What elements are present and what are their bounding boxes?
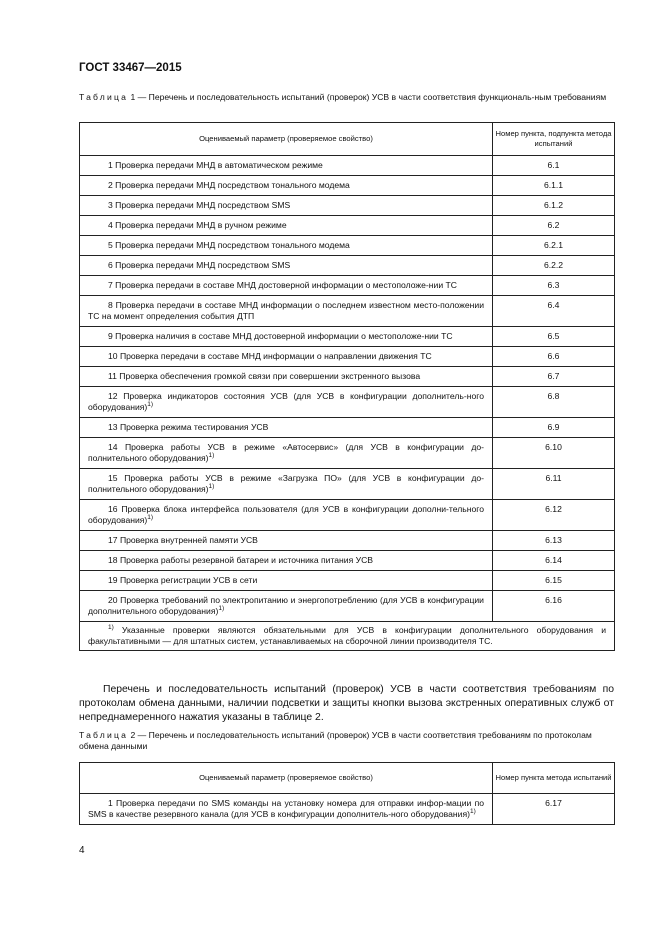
param-text-wrap xyxy=(88,300,484,322)
param-cell xyxy=(80,236,493,256)
table1-header-row xyxy=(80,123,615,156)
param-text: 9 Проверка наличия в составе МНД достоверной информации о местоположе-нии ТС xyxy=(108,331,453,341)
param-text-wrap xyxy=(88,595,484,617)
table-row xyxy=(80,571,615,591)
param-text-wrap xyxy=(88,160,484,171)
param-text: 10 Проверка передачи в составе МНД информации о направлении движения ТС xyxy=(108,351,432,361)
param-text-wrap xyxy=(88,798,484,820)
param-text-wrap xyxy=(88,371,484,382)
param-cell xyxy=(80,387,493,418)
table-row xyxy=(80,794,615,825)
table2-header-row xyxy=(80,763,615,794)
table-row xyxy=(80,256,615,276)
param-cell xyxy=(80,794,493,825)
clause-number-cell: 6.7 xyxy=(493,367,615,387)
param-text-wrap xyxy=(88,331,484,342)
param-text-wrap xyxy=(88,240,484,251)
param-text: 8 Проверка передачи в составе МНД информации о последнем известном место-положении ТС на момент определения события ДТП xyxy=(88,300,484,321)
param-text-wrap xyxy=(88,391,484,413)
footnote-ref: 1) xyxy=(469,808,476,816)
param-text: 4 Проверка передачи МНД в ручном режиме xyxy=(108,220,287,230)
param-cell xyxy=(80,327,493,347)
standard-header: ГОСТ 33467—2015 xyxy=(79,62,182,74)
clause-number-cell: 6.16 xyxy=(493,591,615,622)
param-text: 7 Проверка передачи в составе МНД достоверной информации о местоположе-нии ТС xyxy=(108,280,457,290)
page-number: 4 xyxy=(79,845,85,856)
table-row xyxy=(80,347,615,367)
clause-number-cell: 6.2 xyxy=(493,216,615,236)
footnote-ref: 1) xyxy=(218,605,225,613)
clause-number-cell: 6.8 xyxy=(493,387,615,418)
param-text: 16 Проверка блока интерфейса пользователя (для УСВ в конфигурации дополни-тельного оборудования) xyxy=(88,504,484,525)
table2 xyxy=(79,762,615,825)
clause-number-cell: 6.11 xyxy=(493,469,615,500)
param-text: 15 Проверка работы УСВ в режиме «Загрузка ПО» (для УСВ в конфигурации до-полнительного оборудования) xyxy=(88,473,484,494)
param-cell xyxy=(80,531,493,551)
table-row xyxy=(80,591,615,622)
clause-number-cell: 6.1.1 xyxy=(493,176,615,196)
param-cell xyxy=(80,500,493,531)
param-text: 12 Проверка индикаторов состояния УСВ (для УСВ в конфигурации дополнитель-ного оборудования) xyxy=(88,391,484,412)
param-text: 5 Проверка передачи МНД посредством тонального модема xyxy=(108,240,350,250)
footnote-ref: 1) xyxy=(147,401,154,409)
table2-caption xyxy=(79,730,614,752)
table2-caption-text: 2 — Перечень и последовательность испытаний (проверок) УСВ в части соответствия требованиям по протоколам обмена данными xyxy=(79,730,592,751)
clause-number-cell: 6.12 xyxy=(493,500,615,531)
clause-number-cell: 6.4 xyxy=(493,296,615,327)
clause-number-cell: 6.15 xyxy=(493,571,615,591)
clause-number-cell: 6.17 xyxy=(493,794,615,825)
param-cell xyxy=(80,156,493,176)
footnote-ref: 1) xyxy=(208,452,215,460)
table2-col2-header: Номер пункта метода испытаний xyxy=(493,763,615,794)
clause-number-cell: 6.2.2 xyxy=(493,256,615,276)
clause-number-cell: 6.9 xyxy=(493,418,615,438)
param-cell xyxy=(80,196,493,216)
param-text-wrap xyxy=(88,555,484,566)
param-text: 6 Проверка передачи МНД посредством SMS xyxy=(108,260,291,270)
param-text: 13 Проверка режима тестирования УСВ xyxy=(108,422,269,432)
clause-number-cell: 6.5 xyxy=(493,327,615,347)
param-text-wrap xyxy=(88,260,484,271)
table-row xyxy=(80,367,615,387)
table-row xyxy=(80,500,615,531)
param-text-wrap xyxy=(88,442,484,464)
param-cell xyxy=(80,347,493,367)
param-text-wrap xyxy=(88,473,484,495)
table-row xyxy=(80,418,615,438)
param-text-wrap xyxy=(88,575,484,586)
footnote-text: Указанные проверки являются обязательными для УСВ в конфигурации дополнительного оборудования и факультативными — для штатных систем, устанавливаемых на сборочной линии производителя ТС. xyxy=(88,625,606,646)
clause-number-cell: 6.14 xyxy=(493,551,615,571)
table-row xyxy=(80,469,615,500)
param-cell xyxy=(80,469,493,500)
clause-number-cell: 6.2.1 xyxy=(493,236,615,256)
table-row xyxy=(80,156,615,176)
param-text-wrap xyxy=(88,535,484,546)
param-cell xyxy=(80,571,493,591)
table-row xyxy=(80,531,615,551)
clause-number-cell: 6.1.2 xyxy=(493,196,615,216)
table2-caption-label: Таблица xyxy=(79,730,129,740)
table-row xyxy=(80,196,615,216)
param-cell xyxy=(80,551,493,571)
table1-col1-header: Оцениваемый параметр (проверяемое свойство) xyxy=(80,123,493,156)
table-row xyxy=(80,216,615,236)
table-row xyxy=(80,236,615,256)
param-text: 14 Проверка работы УСВ в режиме «Автосервис» (для УСВ в конфигурации до-полнительного оборудования) xyxy=(88,442,484,463)
param-text: 1 Проверка передачи МНД в автоматическом режиме xyxy=(108,160,323,170)
footnote-cell xyxy=(80,622,615,651)
table-row xyxy=(80,296,615,327)
param-cell xyxy=(80,176,493,196)
param-cell xyxy=(80,367,493,387)
param-text-wrap xyxy=(88,280,484,291)
param-text: 3 Проверка передачи МНД посредством SMS xyxy=(108,200,291,210)
table1-caption xyxy=(79,92,614,103)
param-text: 11 Проверка обеспечения громкой связи при совершении экстренного вызова xyxy=(108,371,421,381)
param-text: 19 Проверка регистрации УСВ в сети xyxy=(108,575,258,585)
footnote-mark: 1) xyxy=(108,624,114,632)
param-text: 1 Проверка передачи по SMS команды на установку номера для отправки инфор-мации по SMS в качестве резервного канала (для УСВ в конфигурации дополнитель-ного оборудования) xyxy=(88,798,484,819)
param-cell xyxy=(80,418,493,438)
table1-col2-header: Номер пункта, подпункта метода испытаний xyxy=(493,123,615,156)
footnote-row xyxy=(80,622,615,651)
param-cell xyxy=(80,216,493,236)
clause-number-cell: 6.10 xyxy=(493,438,615,469)
table-row xyxy=(80,551,615,571)
param-text: 2 Проверка передачи МНД посредством тонального модема xyxy=(108,180,350,190)
param-cell xyxy=(80,296,493,327)
param-text: 17 Проверка внутренней памяти УСВ xyxy=(108,535,258,545)
param-text-wrap xyxy=(88,422,484,433)
clause-number-cell: 6.1 xyxy=(493,156,615,176)
table1 xyxy=(79,122,615,651)
param-text-wrap xyxy=(88,351,484,362)
table1-caption-text: 1 — Перечень и последовательность испытаний (проверок) УСВ в части соответствия функциональ-ным требованиям xyxy=(128,92,607,102)
param-text-wrap xyxy=(88,200,484,211)
table2-col1-header: Оцениваемый параметр (проверяемое свойство) xyxy=(80,763,493,794)
clause-number-cell: 6.3 xyxy=(493,276,615,296)
table1-caption-label: Таблица xyxy=(79,92,129,102)
param-text-wrap xyxy=(88,504,484,526)
clause-number-cell: 6.6 xyxy=(493,347,615,367)
footnote-ref: 1) xyxy=(147,514,154,522)
param-text-wrap xyxy=(88,220,484,231)
param-text: 20 Проверка требований по электропитанию и энергопотреблению (для УСВ в конфигурации дополнительного оборудования) xyxy=(88,595,484,616)
param-cell xyxy=(80,276,493,296)
table-row xyxy=(80,438,615,469)
param-cell xyxy=(80,591,493,622)
param-cell xyxy=(80,438,493,469)
param-text: 18 Проверка работы резервной батареи и источника питания УСВ xyxy=(108,555,374,565)
table-row xyxy=(80,387,615,418)
footnote-ref: 1) xyxy=(208,483,215,491)
body-paragraph: Перечень и последовательность испытаний (проверок) УСВ в части соответствия требованиям по протоколам обмена данными, наличии подсветки и защиты кнопки вызова экстренных оперативных служб от непреднамеренного нажатия указаны в таблице 2. xyxy=(79,684,614,723)
clause-number-cell: 6.13 xyxy=(493,531,615,551)
table-row xyxy=(80,327,615,347)
table-row xyxy=(80,276,615,296)
table-row xyxy=(80,176,615,196)
param-text-wrap xyxy=(88,180,484,191)
param-cell xyxy=(80,256,493,276)
